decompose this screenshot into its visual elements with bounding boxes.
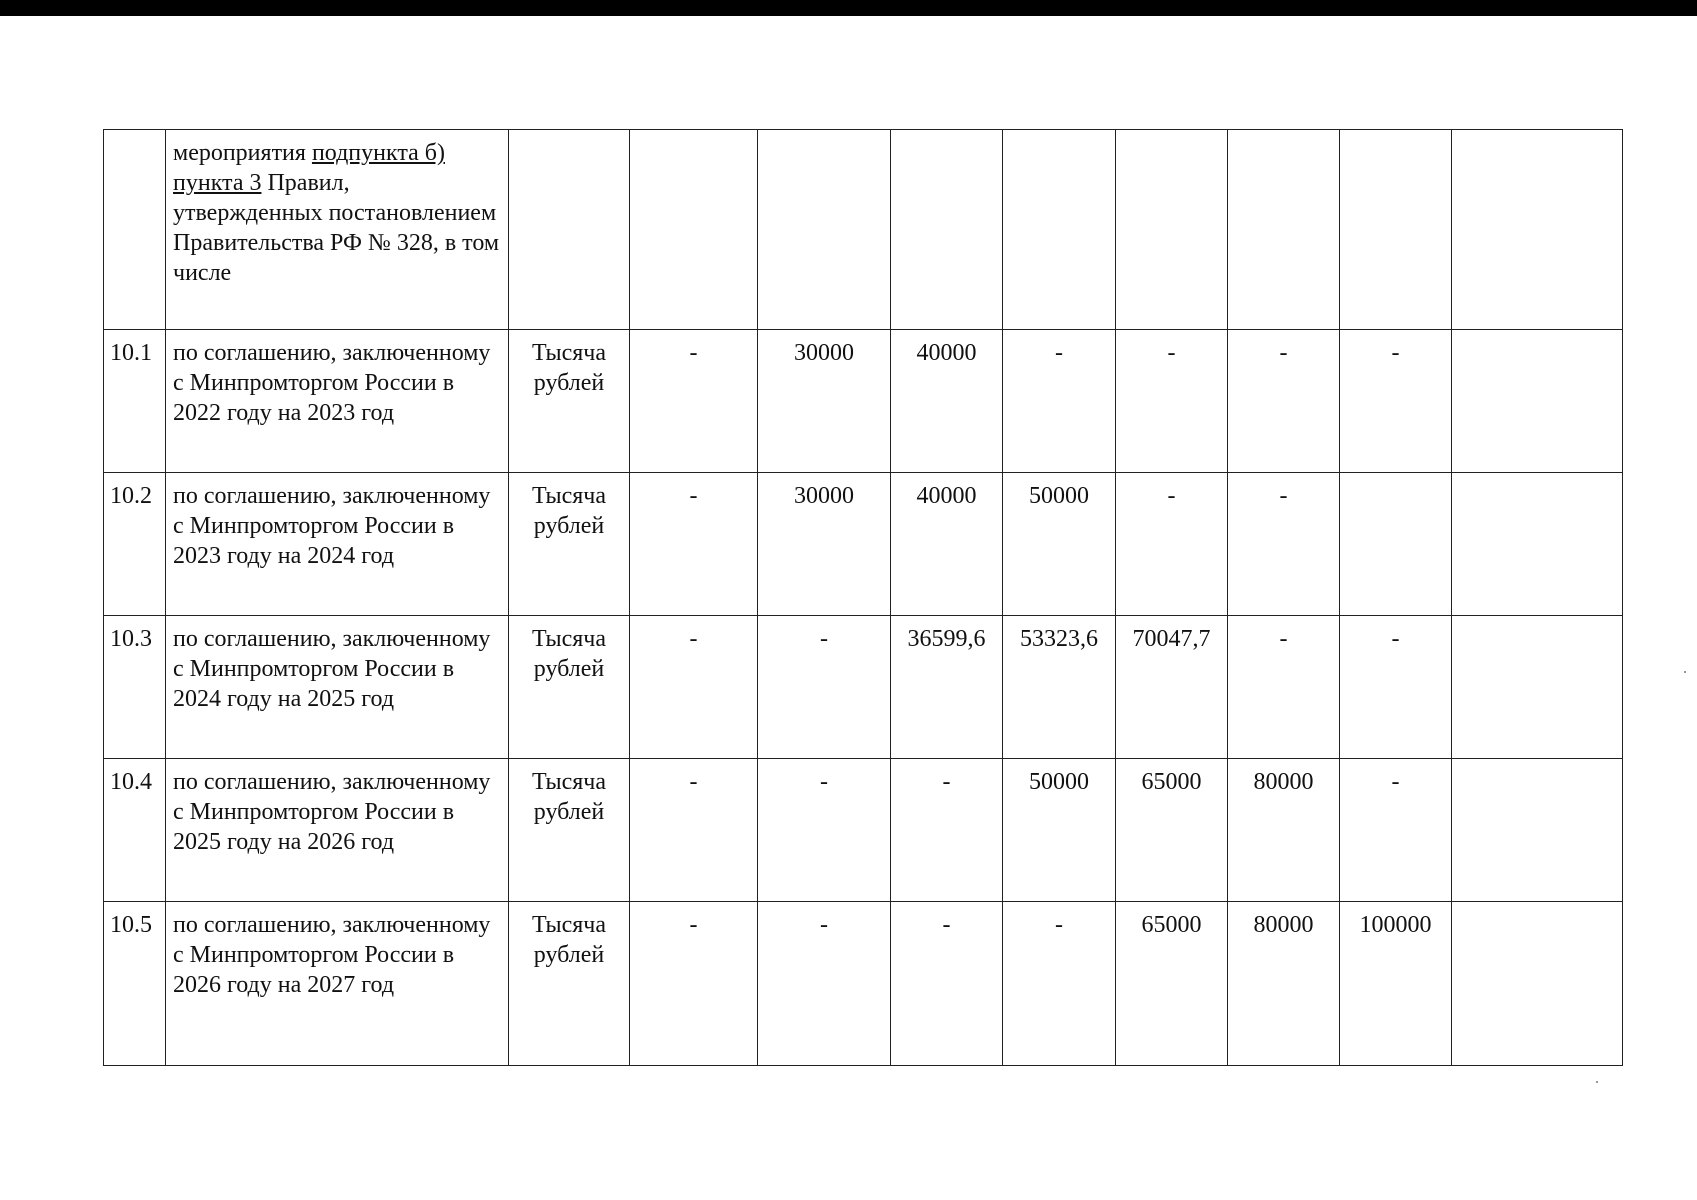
value-cell bbox=[1452, 759, 1623, 902]
table-row bbox=[104, 902, 1623, 1066]
value-cell: - bbox=[1003, 902, 1116, 1066]
value-cell: - bbox=[891, 902, 1003, 1066]
row-number: 10.1 bbox=[104, 330, 166, 473]
scan-speck bbox=[1684, 671, 1686, 673]
value-cell: - bbox=[758, 759, 891, 902]
value-cell bbox=[1228, 130, 1340, 330]
scan-top-border bbox=[0, 0, 1697, 16]
row-number: 10.2 bbox=[104, 473, 166, 616]
scan-speck bbox=[1596, 1081, 1598, 1083]
value-cell: 100000 bbox=[1340, 902, 1452, 1066]
table-row bbox=[104, 759, 1623, 902]
value-cell: - bbox=[758, 616, 891, 759]
value-cell: 50000 bbox=[1003, 473, 1116, 616]
row-description: по соглашению, заключенному с Минпромторгом России в 2024 году на 2025 год bbox=[166, 616, 509, 759]
row-description: по соглашению, заключенному с Минпромторгом России в 2025 году на 2026 год bbox=[166, 759, 509, 902]
value-cell: - bbox=[630, 616, 758, 759]
unit-cell: Тысяча рублей bbox=[509, 330, 630, 473]
value-cell bbox=[1452, 902, 1623, 1066]
value-cell: - bbox=[1340, 330, 1452, 473]
value-cell bbox=[1116, 130, 1228, 330]
value-cell: - bbox=[891, 759, 1003, 902]
table-row bbox=[104, 330, 1623, 473]
value-cell bbox=[1452, 330, 1623, 473]
value-cell: - bbox=[758, 902, 891, 1066]
value-cell bbox=[891, 130, 1003, 330]
value-cell bbox=[1452, 130, 1623, 330]
value-cell: 70047,7 bbox=[1116, 616, 1228, 759]
value-cell: 65000 bbox=[1116, 759, 1228, 902]
value-cell: 53323,6 bbox=[1003, 616, 1116, 759]
value-cell: - bbox=[630, 330, 758, 473]
value-cell bbox=[1452, 473, 1623, 616]
row-number: 10.5 bbox=[104, 902, 166, 1066]
unit-cell: Тысяча рублей bbox=[509, 473, 630, 616]
value-cell: - bbox=[1228, 330, 1340, 473]
description-text: Правил, утвержденных постановлением Правительства РФ № 328, в том числе bbox=[173, 170, 500, 286]
row-description bbox=[166, 130, 509, 330]
table-row bbox=[104, 616, 1623, 759]
row-number: 10.4 bbox=[104, 759, 166, 902]
value-cell bbox=[1452, 616, 1623, 759]
unit-cell: Тысяча рублей bbox=[509, 902, 630, 1066]
value-cell bbox=[1340, 473, 1452, 616]
value-cell bbox=[1003, 130, 1116, 330]
value-cell: 50000 bbox=[1003, 759, 1116, 902]
value-cell: - bbox=[630, 902, 758, 1066]
value-cell: - bbox=[1116, 330, 1228, 473]
value-cell: - bbox=[630, 759, 758, 902]
value-cell: 30000 bbox=[758, 473, 891, 616]
unit-cell: Тысяча рублей bbox=[509, 616, 630, 759]
value-cell: 36599,6 bbox=[891, 616, 1003, 759]
row-description: по соглашению, заключенному с Минпромторгом России в 2022 году на 2023 год bbox=[166, 330, 509, 473]
value-cell bbox=[758, 130, 891, 330]
value-cell: - bbox=[630, 473, 758, 616]
value-cell: - bbox=[1228, 473, 1340, 616]
value-cell: - bbox=[1116, 473, 1228, 616]
table-row bbox=[104, 473, 1623, 616]
table-row bbox=[104, 130, 1623, 330]
row-description: по соглашению, заключенному с Минпромторгом России в 2023 году на 2024 год bbox=[166, 473, 509, 616]
unit-cell bbox=[509, 130, 630, 330]
value-cell bbox=[1340, 130, 1452, 330]
value-cell: 80000 bbox=[1228, 902, 1340, 1066]
value-cell: 40000 bbox=[891, 473, 1003, 616]
value-cell: 80000 bbox=[1228, 759, 1340, 902]
value-cell: - bbox=[1228, 616, 1340, 759]
row-description: по соглашению, заключенному с Минпромторгом России в 2026 году на 2027 год bbox=[166, 902, 509, 1066]
value-cell: - bbox=[1340, 616, 1452, 759]
value-cell: 40000 bbox=[891, 330, 1003, 473]
value-cell: - bbox=[1340, 759, 1452, 902]
value-cell: - bbox=[1003, 330, 1116, 473]
rule-reference-link[interactable]: подпункта б) пункта 3 bbox=[173, 140, 445, 196]
unit-cell: Тысяча рублей bbox=[509, 759, 630, 902]
program-funding-table bbox=[103, 129, 1623, 1066]
value-cell bbox=[630, 130, 758, 330]
row-number bbox=[104, 130, 166, 330]
row-number: 10.3 bbox=[104, 616, 166, 759]
value-cell: 30000 bbox=[758, 330, 891, 473]
value-cell: 65000 bbox=[1116, 902, 1228, 1066]
description-text: мероприятия bbox=[173, 140, 312, 166]
